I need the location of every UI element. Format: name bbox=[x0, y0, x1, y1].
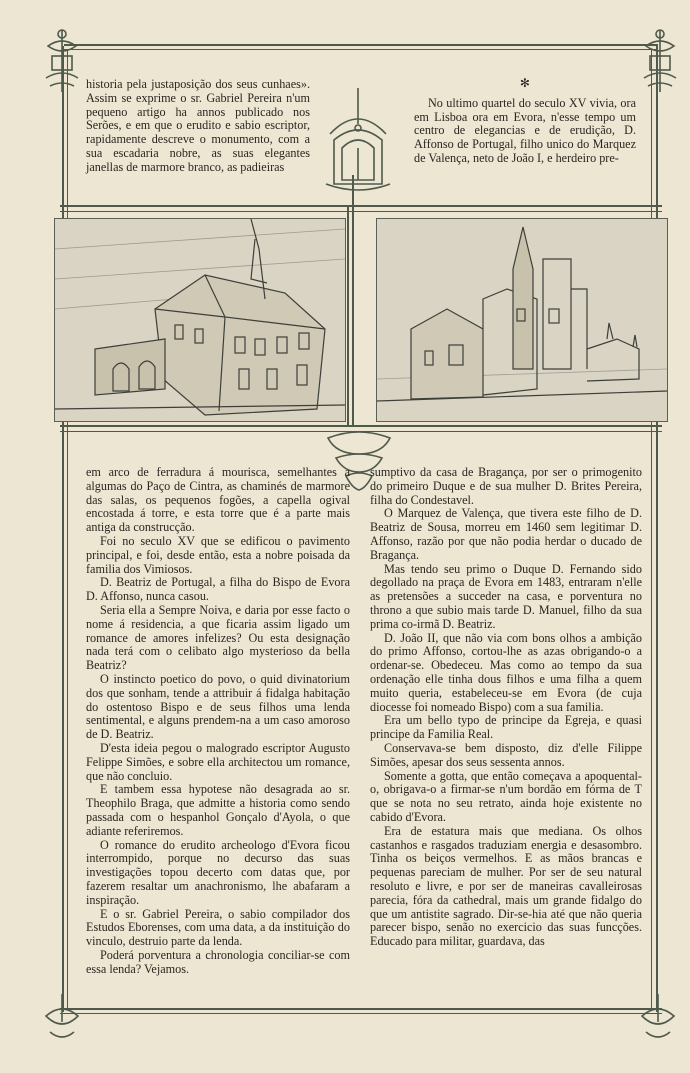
paragraph: Conservava-se bem disposto, diz d'elle Filippe Simões, apesar dos seus sessenta annos. bbox=[370, 740, 642, 769]
paragraph: Foi no seculo XV que se edificou o pavimento principal, e foi, desde então, esta a nobre poisada da familia dos Vimiosos. bbox=[86, 533, 350, 576]
section-star: ✻ bbox=[519, 76, 531, 90]
paragraph: Seria ella a Sempre Noiva, e daria por esse facto o nome á residencia, a que ficaria assim ligado um romance de amores infelizes? Ou esta designação nada terá com o celibato algo mysterioso da bella Beatriz? bbox=[86, 602, 350, 673]
corner-ornament-top-left bbox=[40, 26, 84, 96]
illustration-palace-tower bbox=[376, 218, 668, 422]
corner-ornament-bottom-left bbox=[40, 992, 84, 1044]
corner-ornament-bottom-right bbox=[636, 992, 680, 1044]
paragraph: Somente a gotta, que então começava a apoquental-o, obrigava-o a firmar-se n'um bordão em fórma de T que se nota no seu retrato, ainda hoje existente no cabido d'Evora. bbox=[370, 768, 642, 824]
paragraph: D. Beatriz de Portugal, a filha do Bispo de Evora D. Affonso, nunca casou. bbox=[86, 575, 350, 604]
top-right-text bbox=[414, 77, 636, 166]
paragraph: sumptivo da casa de Bragança, por ser o primogenito do primeiro Duque e de sua mulher D. Brites Pereira, filha do Condestavel. bbox=[370, 465, 642, 507]
paragraph: Poderá porventura a chronologia conciliar-se com essa lenda? Vejamos. bbox=[86, 947, 350, 976]
left-column bbox=[86, 466, 350, 976]
paragraph: Era de estatura mais que mediana. Os olhos castanhos e rasgados traduziam energia e desasombro. Tinha os beiços vermelhos. E as mãos brancas e pequenas pareciam de mulher. Por ser de seu natural resoluto e livre, e por ser de maneiras cavalleirosas parecia, fóra da cathedral, mais um grande fidalgo do que um antistite sagrado. Dir-se-hia até que não queria parecer bispo, senão no exercicio das suas funcções. Educado para militar, guardava, das bbox=[370, 823, 642, 949]
paragraph: O romance do erudito archeologo d'Evora ficou interrompido, porque no decurso das suas investigações topou decerto com datas que, por fazerem resaltar um anachronismo, lhe abafaram a inspiração. bbox=[86, 837, 350, 907]
paragraph: O instincto poetico do povo, o quid divinatorium dos que sonham, tende a attribuir á fidalga habitação do ostentoso Bispo e de seus filhos uma lenda sentimental, e alguns prendem-na a um caso amoroso de D. Beatriz. bbox=[86, 671, 350, 742]
paragraph: D. João II, que não via com bons olhos a ambição do primo Affonso, cortou-lhe as azas obrigando-o a ordenar-se. Obedeceu. Mas como ao tempo da sua ordenação elle tinha dous filhos e uma filha a quem muito queria, estabeleceu-se em Evora (de cuja diocesse foi nomeado Bispo) com a sua familia. bbox=[370, 630, 642, 714]
paragraph: E tambem essa hypotese não desagrada ao sr. Theophilo Braga, que admitte a historia como sendo passada com o hespanhol Gonçalo d'Ayola, o que adiante referiremos. bbox=[86, 782, 350, 838]
paragraph: Era um bello typo de principe da Egreja, e quasi principe da Familia Real. bbox=[370, 713, 642, 742]
right-column bbox=[370, 466, 642, 949]
corner-ornament-top-right bbox=[638, 26, 682, 96]
paragraph: O Marquez de Valença, que tivera este filho de D. Beatriz de Sousa, morreu em 1460 sem legitimar D. Affonso, razão por que não podia herdar o ducado de Bragança. bbox=[370, 506, 642, 562]
paragraph: em arco de ferradura á mourisca, semelhantes a algumas do Paço de Cintra, as chaminés de marmore das salas, os pequenos fogões, a capella ogival encostada á torre, e esta torre que é a parte mais antiga da construcção. bbox=[86, 465, 350, 535]
illustration-palace-perspective bbox=[54, 218, 346, 422]
paragraph: E o sr. Gabriel Pereira, o sabio compilador dos Estudos Eborenses, com uma data, a da instituição do vinculo, destruio parte da lenda. bbox=[86, 906, 350, 949]
paragraph: Mas tendo seu primo o Duque D. Fernando sido degollado na praça de Evora em 1483, entraram n'elle as pretensões a succeder na casa, e porventura no throno a que subio mais tarde D. Manuel, filho da sua prima co-irmã D. Beatriz. bbox=[370, 561, 642, 631]
gothic-ornament-top bbox=[318, 84, 398, 204]
top-left-text bbox=[86, 78, 310, 175]
paragraph: D'esta ideia pegou o malogrado escriptor Augusto Felippe Simões, e sobre ella architectou um romance, que não concluio. bbox=[86, 740, 350, 783]
paragraph: No ultimo quartel do seculo XV vivia, ora em Lisboa ora em Evora, n'esse tempo um centro de elegancias e de erudição, D. Affonso de Portugal, filho unico do Marquez de Valença, neto de João I, e herdeiro pre- bbox=[414, 95, 636, 165]
paragraph: historia pela justaposição dos seus cunhaes». Assim se exprime o sr. Gabriel Pereira n'um pequeno artigo ha annos publicado nos Serões, e em que o erudito e sabio escriptor, rapidamente descreve o monumento, com a sua escadaria nobre, as suas elegantes janellas de marmore branco, as padieiras bbox=[86, 77, 310, 174]
